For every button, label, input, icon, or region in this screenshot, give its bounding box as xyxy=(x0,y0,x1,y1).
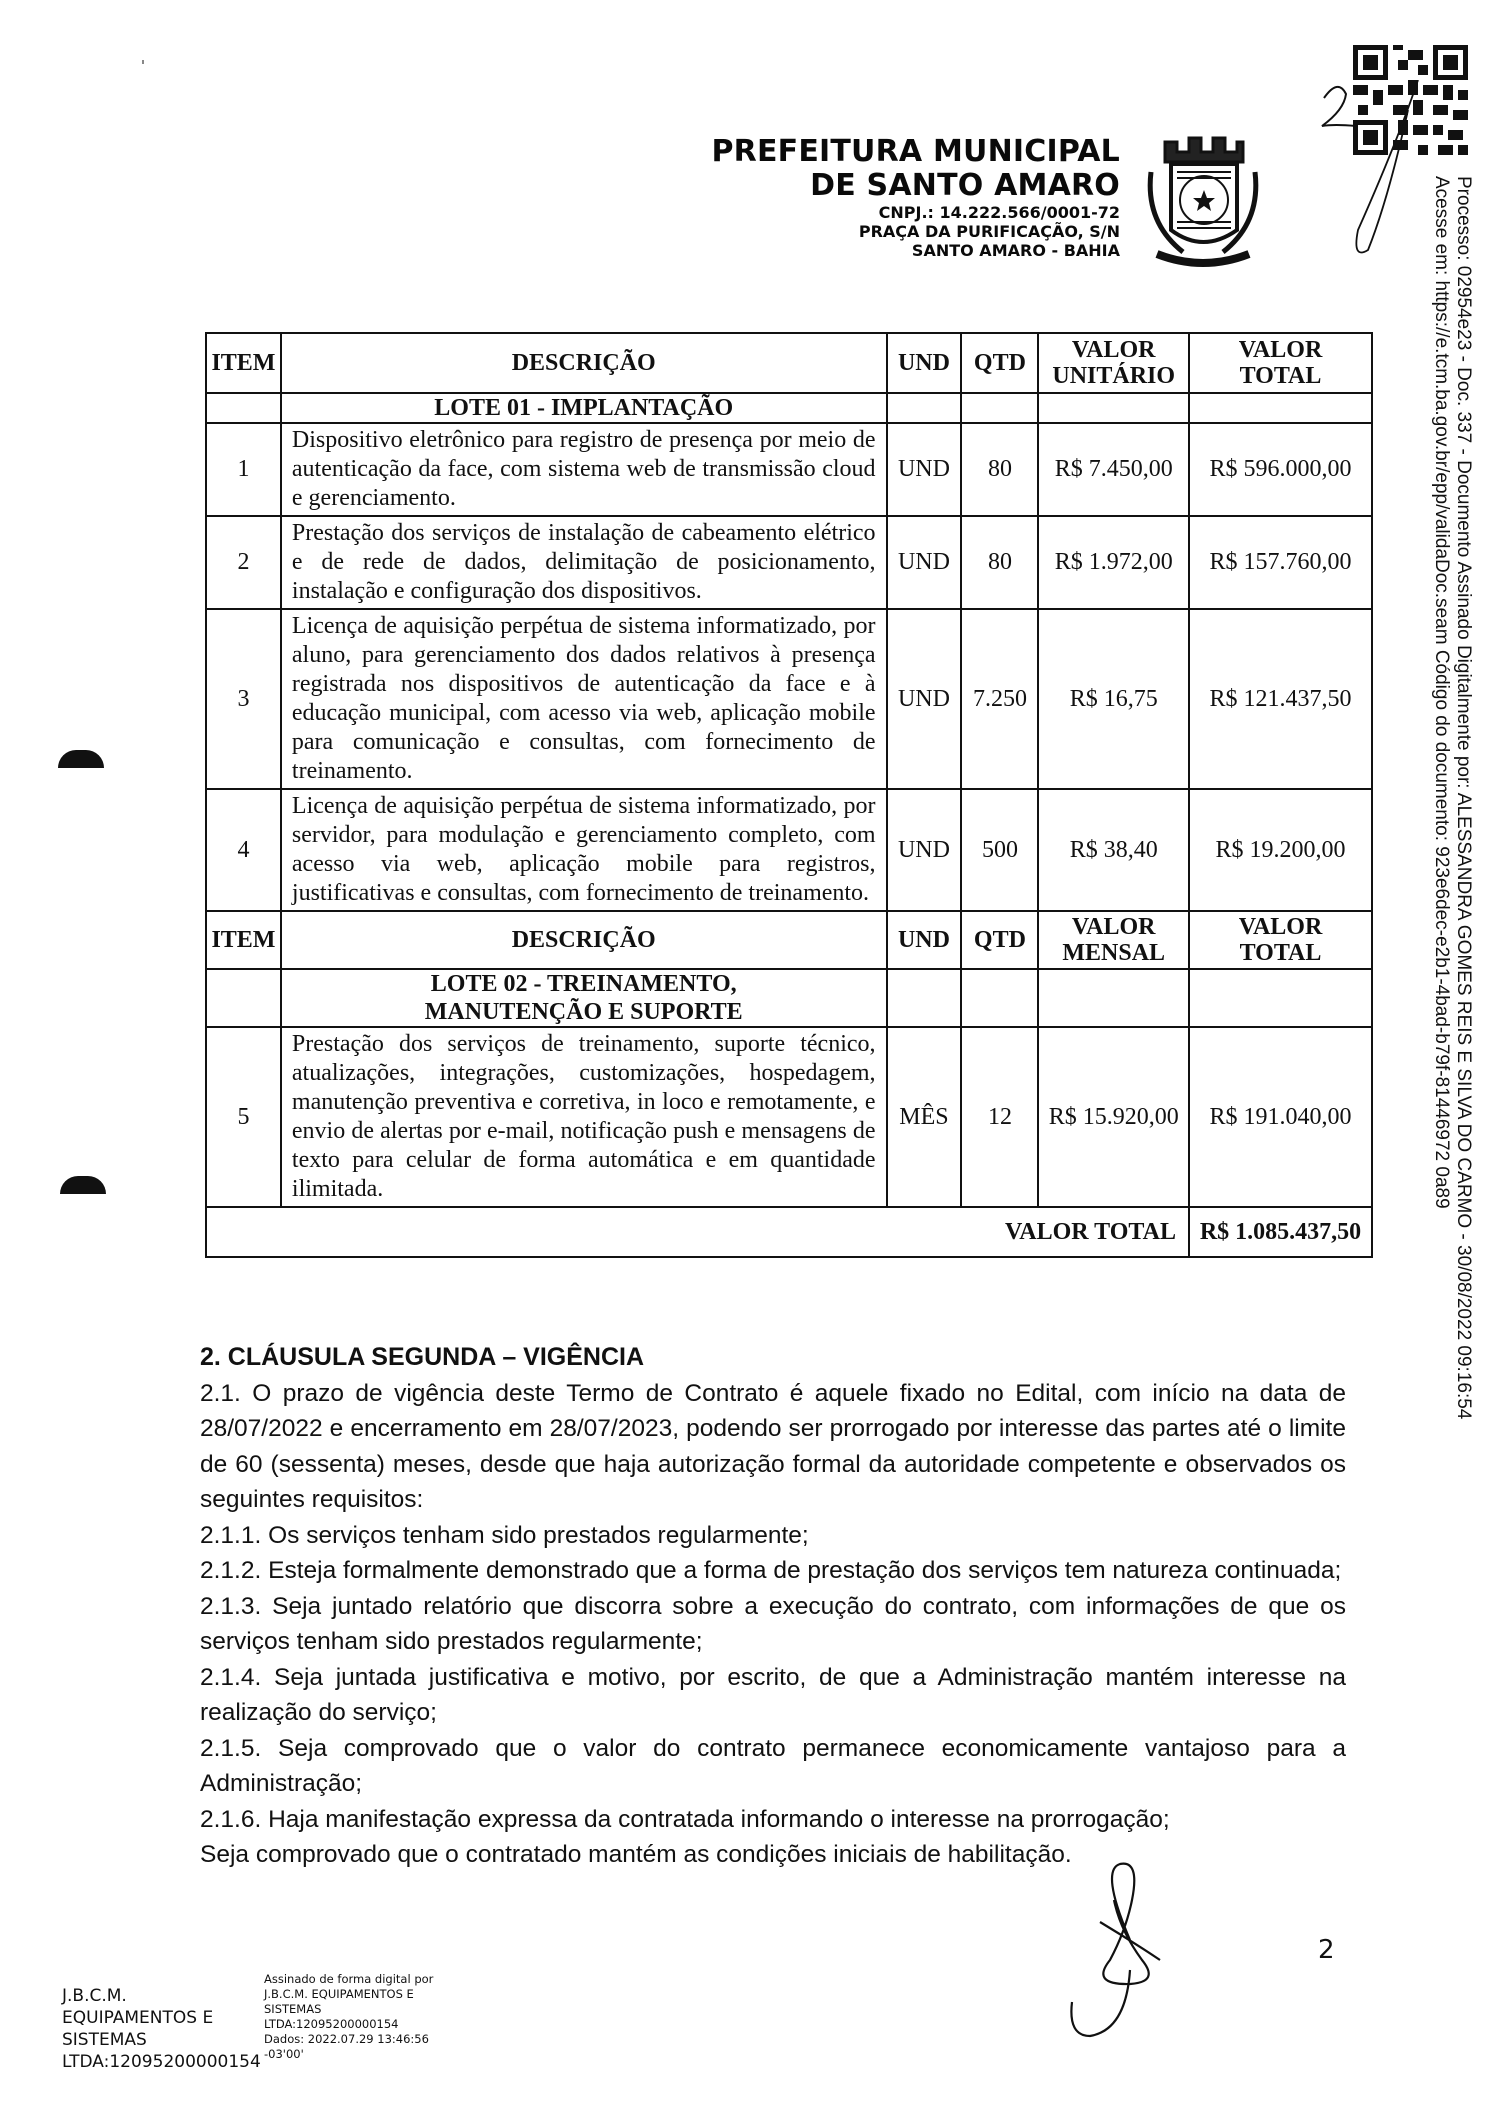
table-row xyxy=(206,609,1372,789)
item-total-value: R$ 121.437,50 xyxy=(1189,609,1372,789)
signer-line: J.B.C.M. xyxy=(62,1986,127,2006)
item-total-value: R$ 157.760,00 xyxy=(1189,516,1372,609)
signer-line: LTDA:12095200000154 xyxy=(62,2052,261,2072)
lote-01-title: LOTE 01 - IMPLANTAÇÃO xyxy=(281,393,887,423)
scan-speck xyxy=(142,60,144,64)
header-quantity: QTD xyxy=(961,911,1038,969)
digital-sig-line: Dados: 2022.07.29 13:46:56 xyxy=(264,2032,429,2046)
table-header-row xyxy=(206,333,1372,393)
processo-stamp-text: Processo: 02954e23 - Doc. 337 - Documento Assinado Digitalmente por: ALESSANDRA GOMES REIS E SILVA DO CARMO - 30/08/2022 09:16:54 xyxy=(1453,176,1474,1420)
lote-02-title: LOTE 02 - TREINAMENTO, MANUTENÇÃO E SUPORTE xyxy=(281,969,887,1027)
item-quantity: 80 xyxy=(961,516,1038,609)
letterhead-title-line1: PREFEITURA MUNICIPAL xyxy=(711,134,1120,169)
item-monthly-value: R$ 15.920,00 xyxy=(1038,1027,1189,1207)
item-description: Licença de aquisição perpétua de sistema informatizado, por aluno, para gerenciamento dos dados relativos à presença registrada nos dispositivos de autenticação da face e à educação municipal, com acesso via web, aplicação mobile para comunicação e consultas, com fornecimento de treinamento. xyxy=(281,609,887,789)
digital-sig-line: J.B.C.M. EQUIPAMENTOS E xyxy=(264,1987,414,2001)
digital-signature-details xyxy=(264,1972,433,2062)
header-item: ITEM xyxy=(206,333,281,393)
letterhead-city: SANTO AMARO - BAHIA xyxy=(911,241,1120,260)
item-total-value: R$ 191.040,00 xyxy=(1189,1027,1372,1207)
header-monthly-value: VALOR MENSAL xyxy=(1038,911,1189,969)
clause-paragraph: 2.1.4. Seja juntada justificativa e motivo, por escrito, de que a Administração mantém interesse na realização do serviço; xyxy=(200,1663,1346,1726)
item-quantity: 12 xyxy=(961,1027,1038,1207)
table-row xyxy=(206,423,1372,516)
signer-line: SISTEMAS xyxy=(62,2030,147,2050)
item-unit: UND xyxy=(887,609,962,789)
header-description: DESCRIÇÃO xyxy=(281,911,887,969)
header-unit: UND xyxy=(887,333,962,393)
digital-sig-line: SISTEMAS xyxy=(264,2002,322,2016)
page-number: 2 xyxy=(1318,1935,1335,1965)
coat-of-arms-icon xyxy=(1143,122,1263,277)
item-description: Dispositivo eletrônico para registro de presença por meio de autenticação da face, com sistema web de transmissão cloud e gerenciamento. xyxy=(281,423,887,516)
item-unit-value: R$ 16,75 xyxy=(1038,609,1189,789)
items-table xyxy=(205,332,1373,1258)
lote-title-row xyxy=(206,393,1372,423)
grand-total-label: VALOR TOTAL xyxy=(206,1207,1189,1257)
digital-sig-line: -03'00' xyxy=(264,2047,304,2061)
signer-line: EQUIPAMENTOS E xyxy=(62,2008,214,2028)
item-description: Prestação dos serviços de instalação de cabeamento elétrico e de rede de dados, delimitação de posicionamento, instalação e configuração dos dispositivos. xyxy=(281,516,887,609)
item-number: 1 xyxy=(206,423,281,516)
clause-paragraph: 2.1.5. Seja comprovado que o valor do contrato permanece economicamente vantajoso para a Administração; xyxy=(200,1734,1346,1797)
letterhead xyxy=(711,135,1120,260)
header-item: ITEM xyxy=(206,911,281,969)
item-unit: UND xyxy=(887,423,962,516)
item-unit-value: R$ 7.450,00 xyxy=(1038,423,1189,516)
item-unit-value: R$ 38,40 xyxy=(1038,789,1189,911)
digital-sig-line: Assinado de forma digital por xyxy=(264,1972,434,1986)
item-number: 5 xyxy=(206,1027,281,1207)
signer-name-block xyxy=(62,1985,261,2073)
item-quantity: 80 xyxy=(961,423,1038,516)
clause-section xyxy=(200,1340,1346,1873)
acesse-stamp-text: Acesse em: https://e.tcm.ba.gov.br/epp/validaDoc.seam Código do documento: 923e6dec-e2b1-4bad-b79f-81446972 0a89 xyxy=(1431,176,1452,1209)
item-quantity: 500 xyxy=(961,789,1038,911)
item-number: 4 xyxy=(206,789,281,911)
item-unit: MÊS xyxy=(887,1027,962,1207)
header-quantity: QTD xyxy=(961,333,1038,393)
header-unit-value: VALOR UNITÁRIO xyxy=(1038,333,1189,393)
table-row xyxy=(206,1027,1372,1207)
table-header-row xyxy=(206,911,1372,969)
item-unit: UND xyxy=(887,516,962,609)
handwritten-page-mark-icon xyxy=(1318,80,1438,270)
header-description: DESCRIÇÃO xyxy=(281,333,887,393)
clause-paragraph: 2.1.6. Haja manifestação expressa da contratada informando o interesse na prorrogação; xyxy=(200,1805,1170,1833)
header-total-value: VALOR TOTAL xyxy=(1189,333,1372,393)
table-row xyxy=(206,789,1372,911)
clause-paragraph: 2.1.1. Os serviços tenham sido prestados regularmente; xyxy=(200,1521,809,1549)
item-total-value: R$ 19.200,00 xyxy=(1189,789,1372,911)
header-total-value: VALOR TOTAL xyxy=(1189,911,1372,969)
header-unit: UND xyxy=(887,911,962,969)
table-row xyxy=(206,516,1372,609)
digital-sig-line: LTDA:12095200000154 xyxy=(264,2017,399,2031)
item-quantity: 7.250 xyxy=(961,609,1038,789)
letterhead-cnpj: CNPJ.: 14.222.566/0001-72 xyxy=(878,203,1120,222)
item-number: 2 xyxy=(206,516,281,609)
item-description: Licença de aquisição perpétua de sistema informatizado, por servidor, para modulação e gerenciamento completo, com acesso via web, aplicação mobile para registros, justificativas e consultas, com fornecimento de treinamento. xyxy=(281,789,887,911)
item-total-value: R$ 596.000,00 xyxy=(1189,423,1372,516)
clause-paragraph: 2.1.2. Esteja formalmente demonstrado que a forma de prestação dos serviços tem natureza continuada; xyxy=(200,1557,1342,1584)
item-unit-value: R$ 1.972,00 xyxy=(1038,516,1189,609)
punch-hole-mark xyxy=(60,1176,106,1194)
handwritten-signature-icon xyxy=(1070,1860,1190,2050)
grand-total-row xyxy=(206,1207,1372,1257)
lote-title-row xyxy=(206,969,1372,1027)
item-description: Prestação dos serviços de treinamento, suporte técnico, atualizações, integrações, customizações, hospedagem, manutenção preventiva e corretiva, in loco e remotamente, e envio de alertas por e-mail, notificação push e mensagens de texto para celular de forma automática e em quantidade ilimitada. xyxy=(281,1027,887,1207)
item-number: 3 xyxy=(206,609,281,789)
item-unit: UND xyxy=(887,789,962,911)
letterhead-title-line2: DE SANTO AMARO xyxy=(810,168,1120,203)
clause-paragraph: Seja comprovado que o contratado mantém as condições iniciais de habilitação. xyxy=(200,1841,1072,1868)
grand-total-value: R$ 1.085.437,50 xyxy=(1189,1207,1372,1257)
clause-paragraph: 2.1.3. Seja juntado relatório que discorra sobre a execução do contrato, com informações de que os serviços tenham sido prestados regularmente; xyxy=(200,1592,1346,1655)
letterhead-address: PRAÇA DA PURIFICAÇÃO, S/N xyxy=(858,222,1120,241)
punch-hole-mark xyxy=(58,750,104,768)
clause-paragraph: 2.1. O prazo de vigência deste Termo de Contrato é aquele fixado no Edital, com início na data de 28/07/2022 e encerramento em 28/07/2023, podendo ser prorrogado por interesse das partes até o limite de 60 (sessenta) meses, desde que haja autorização formal da autoridade competente e observados os seguintes requisitos: xyxy=(200,1379,1346,1513)
clause-heading: 2. CLÁUSULA SEGUNDA – VIGÊNCIA xyxy=(200,1343,645,1371)
